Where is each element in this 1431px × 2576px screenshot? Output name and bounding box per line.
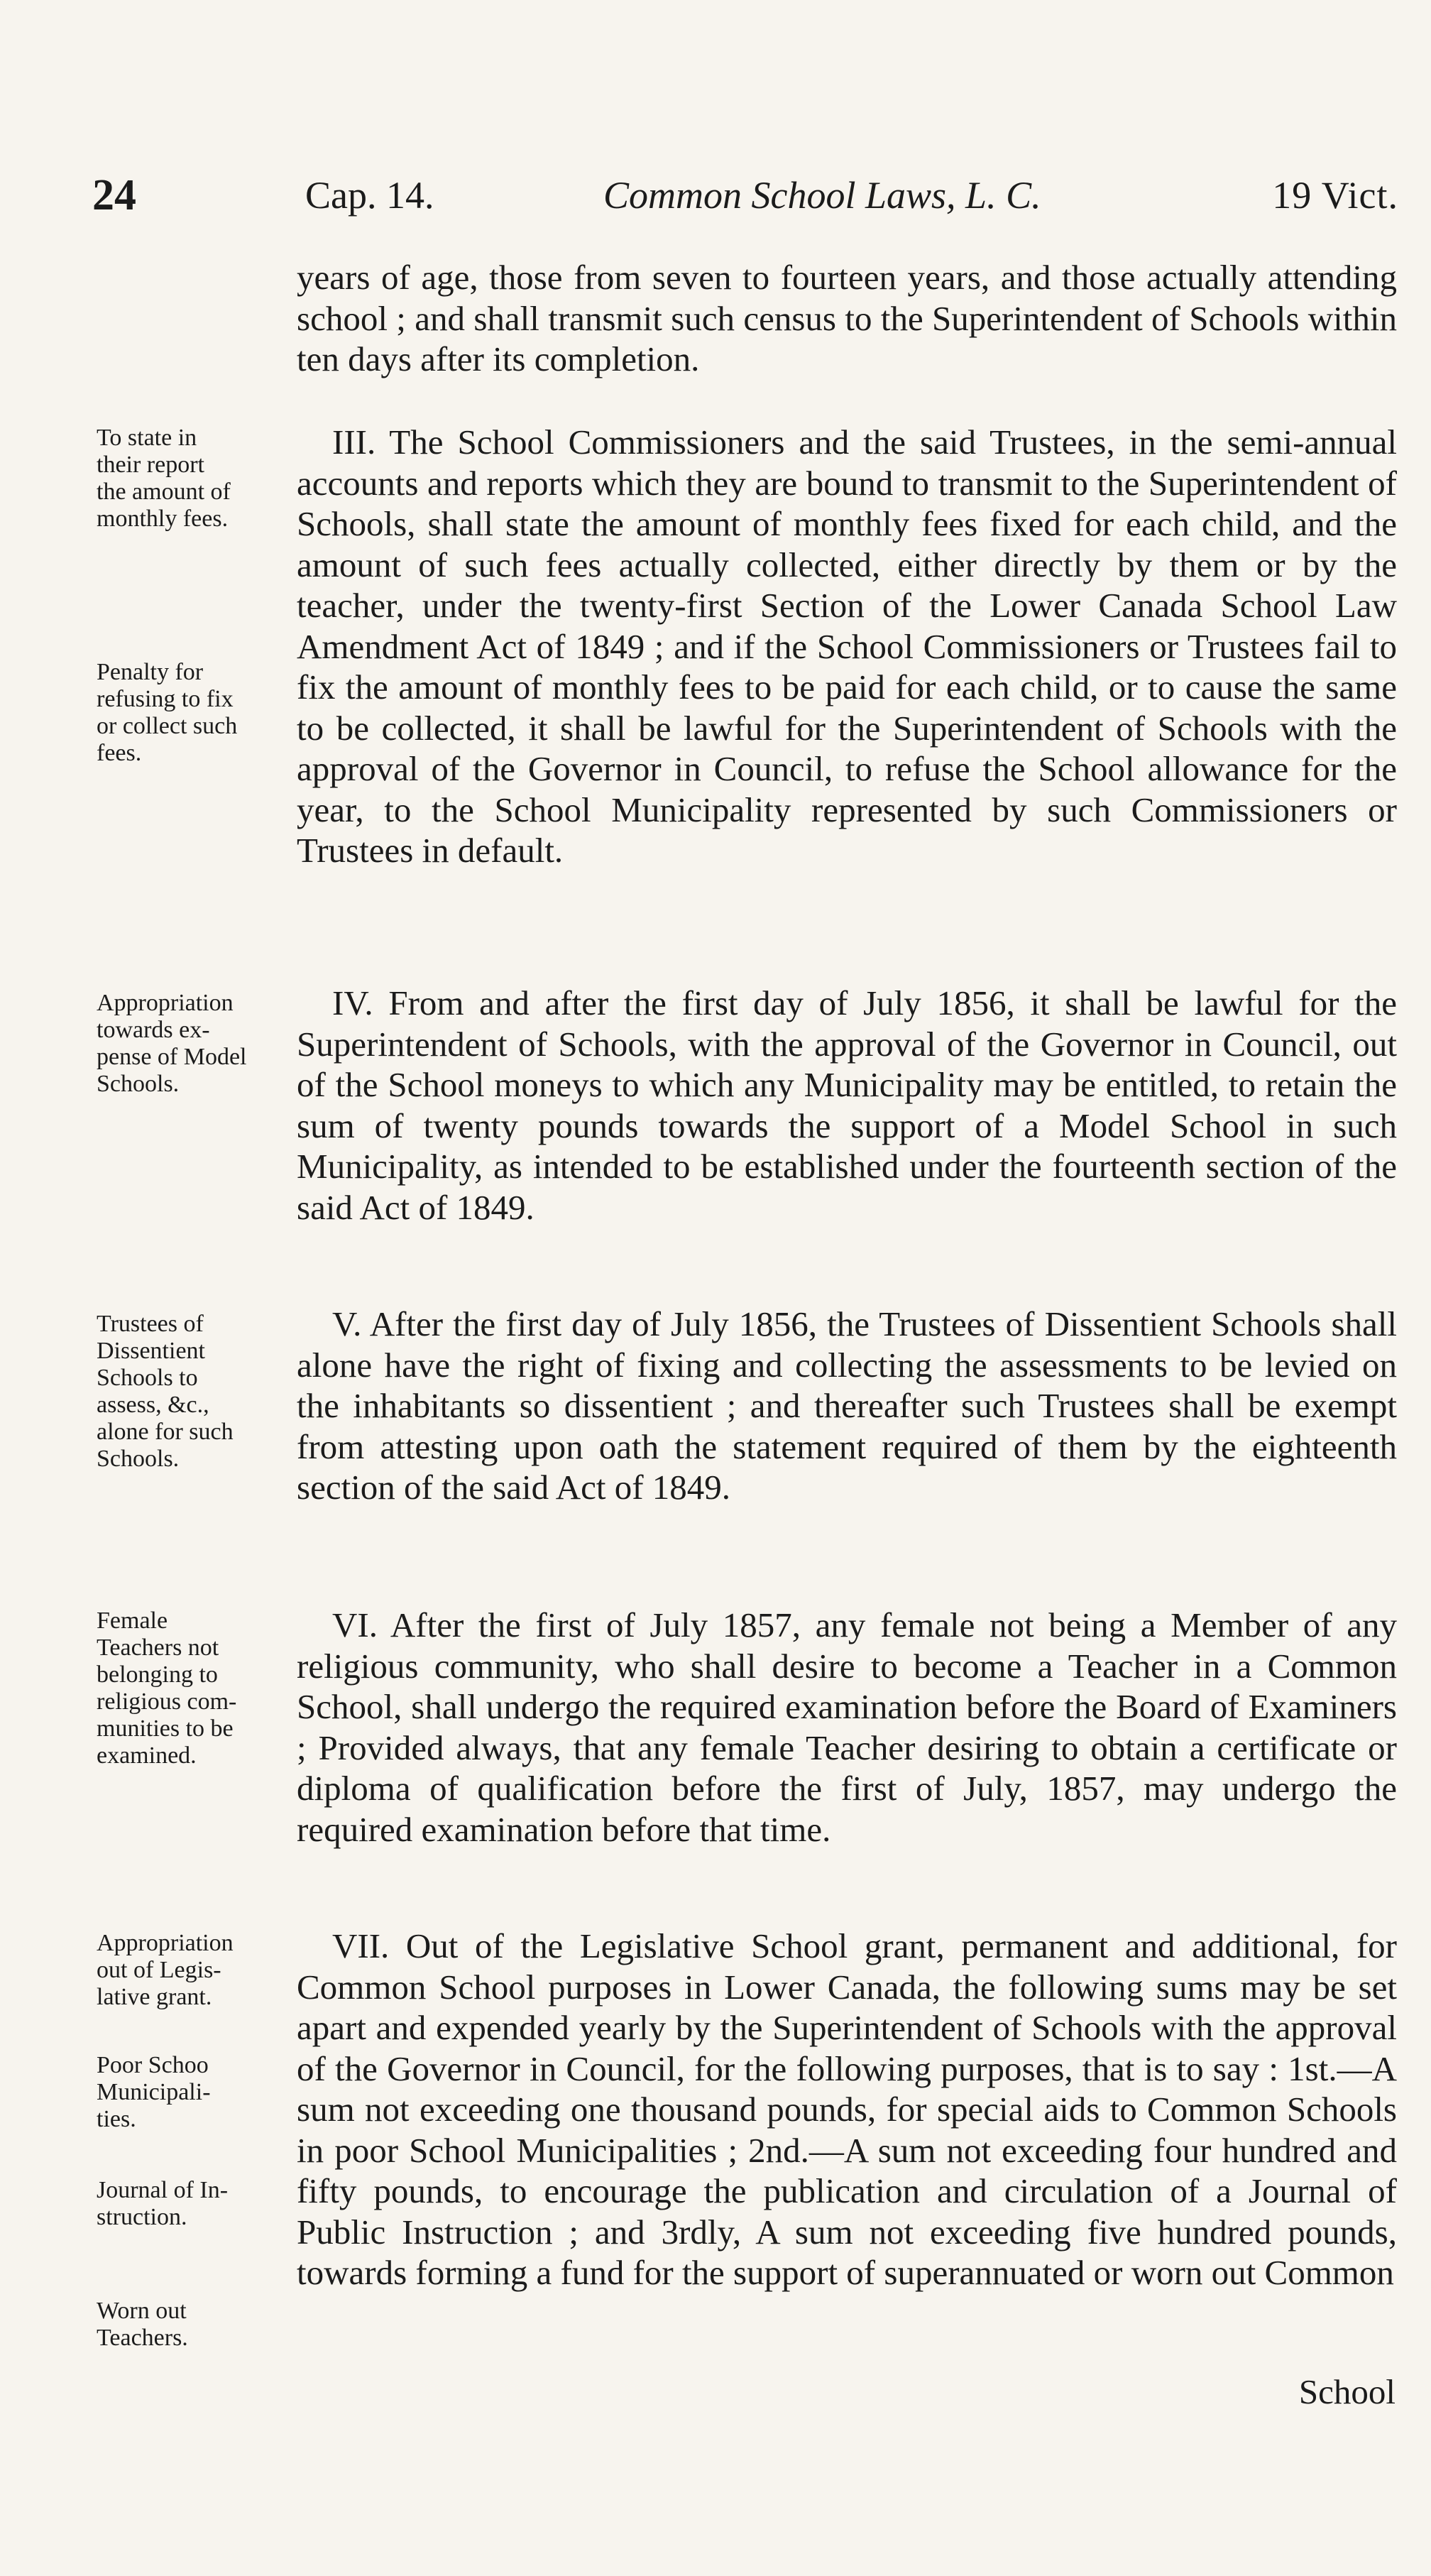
margin-note-poor-school: Poor Schoo Municipali- ties. bbox=[97, 2052, 211, 2132]
margin-note-monthly-fees: To state in their report the amount of monthly fees. bbox=[97, 425, 231, 532]
margin-note-female-teachers: Female Teachers not belonging to religious com- munities to be examined. bbox=[97, 1608, 237, 1769]
running-header bbox=[92, 170, 1398, 227]
section-vii: VII. Out of the Legislative School grant, permanent and additional, for Common School purposes in Lower Canada, the following sums may be set apart and expended yearly by the Superintendent of Schools with the approval of the Governor in Council, for the following purposes, that is to say : 1st.—A sum not exceeding one thousand pounds, for special aids to Common Schools in poor School Municipalities ; 2nd.—A sum not exceeding four hundred and fifty pounds, to encourage the publication and circulation of a Journal of Public Instruction ; and 3rdly, A sum not exceeding five hundred pounds, towards forming a fund for the support of superannuated or worn out Common bbox=[297, 1926, 1397, 2292]
chapter-label: Cap. 14. bbox=[305, 174, 434, 217]
section-iii: III. The School Commissioners and the said Trustees, in the semi-annual accounts and reports which they are bound to transmit to the Superintendent of Schools, shall state the amount of monthly fees fixed for each child, and the amount of such fees actually collected, either directly by them or by the teacher, under the twenty-first Section of the Lower Canada School Law Amendment Act of 1849 ; and if the School Commissioners or Trustees fail to fix the amount of monthly fees to be paid for each child, or to cause the same to be collected, it shall be lawful for the Superintendent of Schools with the approval of the Governor in Council, to refuse the School allowance for the year, to the School Municipality represented by such Commissioners or Trustees in default. bbox=[297, 422, 1397, 870]
margin-note-dissentient: Trustees of Dissentient Schools to assess, &c., alone for such Schools. bbox=[97, 1311, 234, 1472]
margin-note-legislative-grant: Appropriation out of Legis- lative grant. bbox=[97, 1930, 234, 2010]
section-iv: IV. From and after the first day of July 1856, it shall be lawful for the Superintendent of Schools, with the approval of the Governor in Council, out of the School moneys to which any Municipality may be entitled, to retain the sum of twenty pounds towards the support of a Model School in such Municipality, as intended to be established under the fourteenth section of the said Act of 1849. bbox=[297, 983, 1397, 1227]
regnal-year: 19 Vict. bbox=[1272, 174, 1398, 217]
running-title: Common School Laws, L. C. bbox=[603, 174, 1041, 217]
margin-note-penalty: Penalty for refusing to fix or collect such fees. bbox=[97, 659, 238, 766]
margin-note-model-schools: Appropriation towards ex- pense of Model Schools. bbox=[97, 990, 247, 1097]
margin-note-journal: Journal of In- struction. bbox=[97, 2177, 229, 2230]
catchword: School bbox=[1298, 2372, 1396, 2411]
page-number: 24 bbox=[92, 171, 136, 219]
section-vi: VI. After the first of July 1857, any female not being a Member of any religious community, who shall desire to become a Teacher in a Common School, shall undergo the required examination before the Board of Examiners ; Provided always, that any female Teacher desiring to obtain a certificate or diploma of qualification before the first of July, 1857, may undergo the required examination before that time. bbox=[297, 1605, 1397, 1849]
section-v: V. After the first day of July 1856, the Trustees of Dissentient Schools shall alone have the right of fixing and collecting the assessments to be levied on the inhabitants so dissentient ; and thereafter such Trustees shall be exempt from attesting upon oath the statement required of them by the eighteenth section of the said Act of 1849. bbox=[297, 1304, 1397, 1507]
margin-note-worn-out-teachers: Worn out Teachers. bbox=[97, 2298, 188, 2351]
paragraph-continuation: years of age, those from seven to fourteen years, and those actually attending school ; and shall transmit such census to the Superintendent of Schools within ten days after its completion. bbox=[297, 258, 1397, 378]
